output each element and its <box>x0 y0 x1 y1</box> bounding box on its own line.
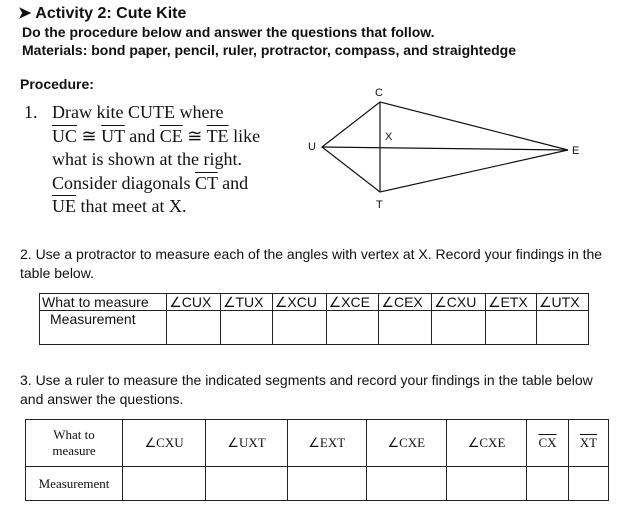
measurement-cell[interactable] <box>446 467 526 501</box>
col-angle: ∠ETX <box>485 294 536 311</box>
measurement-cell[interactable] <box>568 467 608 501</box>
procedure-heading: Procedure: <box>20 76 94 92</box>
measurement-cell[interactable] <box>123 467 206 501</box>
measurement-cell[interactable] <box>485 311 536 345</box>
col-angle: ∠CEX <box>379 294 432 311</box>
step-line-3: what is shown at the right. <box>52 149 242 169</box>
row-label-what-to-measure: What to measure <box>26 420 123 467</box>
step-number: 1. <box>24 102 38 122</box>
row-label-measurement: Measurement <box>26 467 123 501</box>
instruction-text: Do the procedure below and answer the questions that follow. <box>22 24 435 40</box>
kite-figure <box>300 82 600 217</box>
activity-title-text: Activity 2: Cute Kite <box>35 5 187 22</box>
col-angle: ∠TUX <box>220 294 272 311</box>
col-angle: ∠CXE <box>446 420 526 467</box>
label-u: U <box>308 141 316 153</box>
arrow-bullet-icon: ➤ <box>18 5 32 22</box>
col-segment: $\overline{CX}$ <box>527 420 569 467</box>
segment-measurement-row <box>26 467 609 501</box>
angle-table <box>39 293 589 345</box>
measurement-cell[interactable] <box>167 311 221 345</box>
row-label-what: What to measure <box>40 294 167 311</box>
col-angle: ∠CUX <box>167 294 221 311</box>
col-angle: ∠EXT <box>287 420 366 467</box>
measurement-cell[interactable] <box>536 311 588 345</box>
step-1-text <box>52 101 302 219</box>
angle-header-row <box>40 294 589 311</box>
col-angle: ∠XCE <box>326 294 379 311</box>
step-line-5: $\overline{UE}$ that meet at X. <box>52 196 187 216</box>
question-2-text: 2. Use a protractor to measure each of the angles with vertex at X. Record your findings in the table below. <box>20 246 603 281</box>
measurement-cell[interactable] <box>379 311 432 345</box>
label-x: X <box>385 131 393 143</box>
activity-title <box>18 3 186 23</box>
materials-text: Materials: bond paper, pencil, ruler, protractor, compass, and straightedge <box>22 42 517 58</box>
measurement-cell[interactable] <box>287 467 366 501</box>
col-angle: ∠CXE <box>366 420 446 467</box>
measurement-cell[interactable] <box>366 467 446 501</box>
col-angle: ∠XCU <box>272 294 326 311</box>
segment-table <box>25 419 609 501</box>
col-angle: ∠CXU <box>123 420 206 467</box>
measurement-cell[interactable] <box>206 467 288 501</box>
measurement-cell[interactable] <box>432 311 486 345</box>
label-t: T <box>376 199 383 211</box>
col-segment: $\overline{XT}$ <box>568 420 608 467</box>
angle-measurement-row <box>40 311 589 345</box>
question-3-text: 3. Use a ruler to measure the indicated segments and record your findings in the table below and answer the questions. <box>20 372 593 407</box>
label-e: E <box>572 145 580 157</box>
measurement-cell[interactable] <box>220 311 272 345</box>
step-line-2: $\overline{UC}$ ≅ $\overline{UT}$ and $\overline{CE}$ ≅ $\overline{TE}$ like <box>52 125 261 146</box>
label-c: C <box>375 87 383 99</box>
row-label-measurement: Measurement <box>40 311 167 345</box>
segment-header-row <box>26 420 609 467</box>
diagonal-ue <box>322 147 568 150</box>
step-line-4: Consider diagonals $\overline{CT}$ and <box>52 172 249 193</box>
col-angle: ∠UTX <box>536 294 588 311</box>
measurement-cell[interactable] <box>326 311 379 345</box>
col-angle: ∠CXU <box>432 294 486 311</box>
col-angle: ∠UXT <box>206 420 288 467</box>
measurement-cell[interactable] <box>272 311 326 345</box>
measurement-cell[interactable] <box>527 467 569 501</box>
step-line-1: Draw kite CUTE where <box>52 102 224 122</box>
